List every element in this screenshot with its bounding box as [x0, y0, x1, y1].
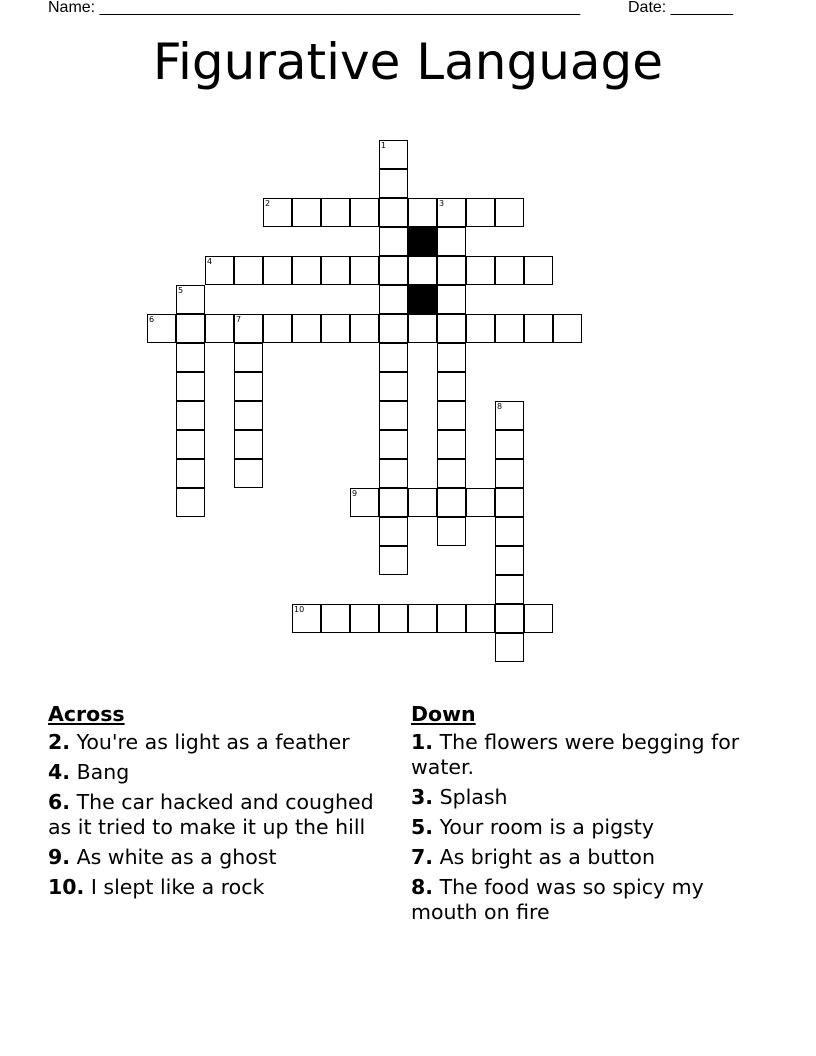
clue-label-number: 9.	[48, 845, 71, 869]
grid-cell[interactable]	[437, 372, 466, 401]
across-heading: Across	[48, 702, 125, 726]
clue-number: 1	[381, 141, 387, 150]
grid-cell[interactable]	[350, 604, 379, 633]
grid-cell[interactable]	[379, 285, 408, 314]
grid-cell[interactable]	[176, 285, 205, 314]
grid-cell[interactable]	[379, 488, 408, 517]
clue-number: 3	[439, 199, 445, 208]
clue-text: Your room is a pigsty	[433, 815, 654, 839]
grid-cell[interactable]	[234, 343, 263, 372]
grid-cell[interactable]	[379, 140, 408, 169]
clue-label-number: 6.	[48, 790, 71, 814]
clue-label-number: 10.	[48, 875, 85, 899]
grid-cell[interactable]	[495, 488, 524, 517]
clue-text: As bright as a button	[433, 845, 655, 869]
clue-text: The flowers were begging for water.	[411, 730, 740, 779]
clue-label-number: 7.	[411, 845, 434, 869]
grid-cell[interactable]	[495, 430, 524, 459]
grid-cell[interactable]	[379, 198, 408, 227]
grid-cell[interactable]	[408, 256, 437, 285]
grid-cell[interactable]	[495, 546, 524, 575]
grid-cell[interactable]	[292, 604, 321, 633]
across-clue-list	[48, 730, 393, 900]
black-cell	[408, 227, 437, 256]
grid-cell[interactable]	[379, 227, 408, 256]
grid-cell[interactable]	[379, 256, 408, 285]
clue-number: 9	[352, 489, 358, 498]
grid-cell[interactable]	[176, 401, 205, 430]
down-clue	[411, 845, 756, 870]
clue-text: Bang	[70, 760, 130, 784]
grid-cell[interactable]	[437, 488, 466, 517]
grid-cell[interactable]	[176, 314, 205, 343]
grid-cell[interactable]	[176, 343, 205, 372]
grid-cell[interactable]	[553, 314, 582, 343]
grid-cell[interactable]	[466, 604, 495, 633]
grid-cell[interactable]	[205, 314, 234, 343]
grid-cell[interactable]	[234, 459, 263, 488]
grid-cell[interactable]	[524, 604, 553, 633]
down-heading: Down	[411, 702, 476, 726]
clue-text: You're as light as a feather	[70, 730, 350, 754]
grid-cell[interactable]	[437, 343, 466, 372]
across-clues	[48, 702, 393, 905]
clue-number: 10	[294, 605, 305, 614]
grid-cell[interactable]	[379, 459, 408, 488]
grid-cell[interactable]	[321, 314, 350, 343]
grid-cell[interactable]	[234, 314, 263, 343]
date-field-label: Date: _______	[628, 0, 733, 16]
grid-cell[interactable]	[176, 488, 205, 517]
grid-cell[interactable]	[495, 459, 524, 488]
grid-cell[interactable]	[234, 430, 263, 459]
grid-cell[interactable]	[292, 256, 321, 285]
grid-cell[interactable]	[495, 575, 524, 604]
grid-cell[interactable]	[408, 314, 437, 343]
grid-cell[interactable]	[495, 633, 524, 662]
grid-cell[interactable]	[437, 285, 466, 314]
grid-cell[interactable]	[379, 546, 408, 575]
grid-cell[interactable]	[379, 430, 408, 459]
grid-cell[interactable]	[524, 314, 553, 343]
grid-cell[interactable]	[292, 314, 321, 343]
clue-label-number: 8.	[411, 875, 434, 899]
grid-cell[interactable]	[495, 256, 524, 285]
grid-cell[interactable]	[263, 198, 292, 227]
grid-cell[interactable]	[437, 198, 466, 227]
clue-text: As white as a ghost	[70, 845, 277, 869]
grid-cell[interactable]	[408, 488, 437, 517]
grid-cell[interactable]	[437, 604, 466, 633]
grid-cell[interactable]	[437, 459, 466, 488]
grid-cell[interactable]	[350, 488, 379, 517]
grid-cell[interactable]	[495, 198, 524, 227]
grid-cell[interactable]	[437, 314, 466, 343]
grid-cell[interactable]	[321, 604, 350, 633]
grid-cell[interactable]	[321, 256, 350, 285]
name-field-label: Name: ______________________________________________________	[48, 0, 581, 16]
grid-cell[interactable]	[350, 256, 379, 285]
grid-cell[interactable]	[437, 227, 466, 256]
grid-cell[interactable]	[292, 198, 321, 227]
grid-cell[interactable]	[437, 401, 466, 430]
grid-cell[interactable]	[495, 604, 524, 633]
clue-text: Splash	[433, 785, 508, 809]
page-title: Figurative Language	[152, 33, 664, 91]
clue-text: I slept like a rock	[84, 875, 265, 899]
grid-cell[interactable]	[408, 198, 437, 227]
grid-cell[interactable]	[234, 401, 263, 430]
grid-cell[interactable]	[263, 314, 292, 343]
grid-cell[interactable]	[379, 517, 408, 546]
grid-cell[interactable]	[379, 604, 408, 633]
black-cell	[408, 285, 437, 314]
clue-label-number: 4.	[48, 760, 71, 784]
grid-cell[interactable]	[495, 517, 524, 546]
grid-cell[interactable]	[147, 314, 176, 343]
grid-cell[interactable]	[379, 372, 408, 401]
clue-number: 8	[497, 402, 503, 411]
down-clue	[411, 815, 756, 840]
grid-cell[interactable]	[379, 343, 408, 372]
grid-cell[interactable]	[437, 517, 466, 546]
grid-cell[interactable]	[379, 314, 408, 343]
across-clue	[48, 845, 393, 870]
clue-label-number: 2.	[48, 730, 71, 754]
grid-cell[interactable]	[524, 256, 553, 285]
clue-number: 6	[149, 315, 155, 324]
grid-cell[interactable]	[466, 256, 495, 285]
grid-cell[interactable]	[176, 430, 205, 459]
grid-cell[interactable]	[321, 198, 350, 227]
grid-cell[interactable]	[234, 256, 263, 285]
down-clues	[411, 702, 756, 930]
grid-cell[interactable]	[466, 314, 495, 343]
grid-cell[interactable]	[408, 604, 437, 633]
grid-cell[interactable]	[176, 372, 205, 401]
grid-cell[interactable]	[379, 169, 408, 198]
clue-text: The car hacked and coughed as it tried to make it up the hill	[48, 790, 374, 839]
grid-cell[interactable]	[437, 430, 466, 459]
grid-cell[interactable]	[205, 256, 234, 285]
across-clue	[48, 790, 393, 840]
clue-label-number: 5.	[411, 815, 434, 839]
clue-number: 2	[265, 199, 271, 208]
across-clue	[48, 760, 393, 785]
grid-cell[interactable]	[176, 459, 205, 488]
grid-cell[interactable]	[263, 256, 292, 285]
clue-number: 4	[207, 257, 213, 266]
clue-number: 7	[236, 315, 242, 324]
grid-cell[interactable]	[495, 314, 524, 343]
across-clue	[48, 875, 393, 900]
grid-cell[interactable]	[379, 401, 408, 430]
down-clue	[411, 730, 756, 780]
down-clue	[411, 785, 756, 810]
down-clue-list	[411, 730, 756, 925]
clue-number: 5	[178, 286, 184, 295]
grid-cell[interactable]	[234, 372, 263, 401]
clue-text: The food was so spicy my mouth on fire	[411, 875, 704, 924]
grid-cell[interactable]	[437, 256, 466, 285]
grid-cell[interactable]	[350, 198, 379, 227]
down-clue	[411, 875, 756, 925]
grid-cell[interactable]	[495, 401, 524, 430]
grid-cell[interactable]	[466, 198, 495, 227]
across-clue	[48, 730, 393, 755]
grid-cell[interactable]	[466, 488, 495, 517]
clue-label-number: 3.	[411, 785, 434, 809]
grid-cell[interactable]	[350, 314, 379, 343]
clue-label-number: 1.	[411, 730, 434, 754]
